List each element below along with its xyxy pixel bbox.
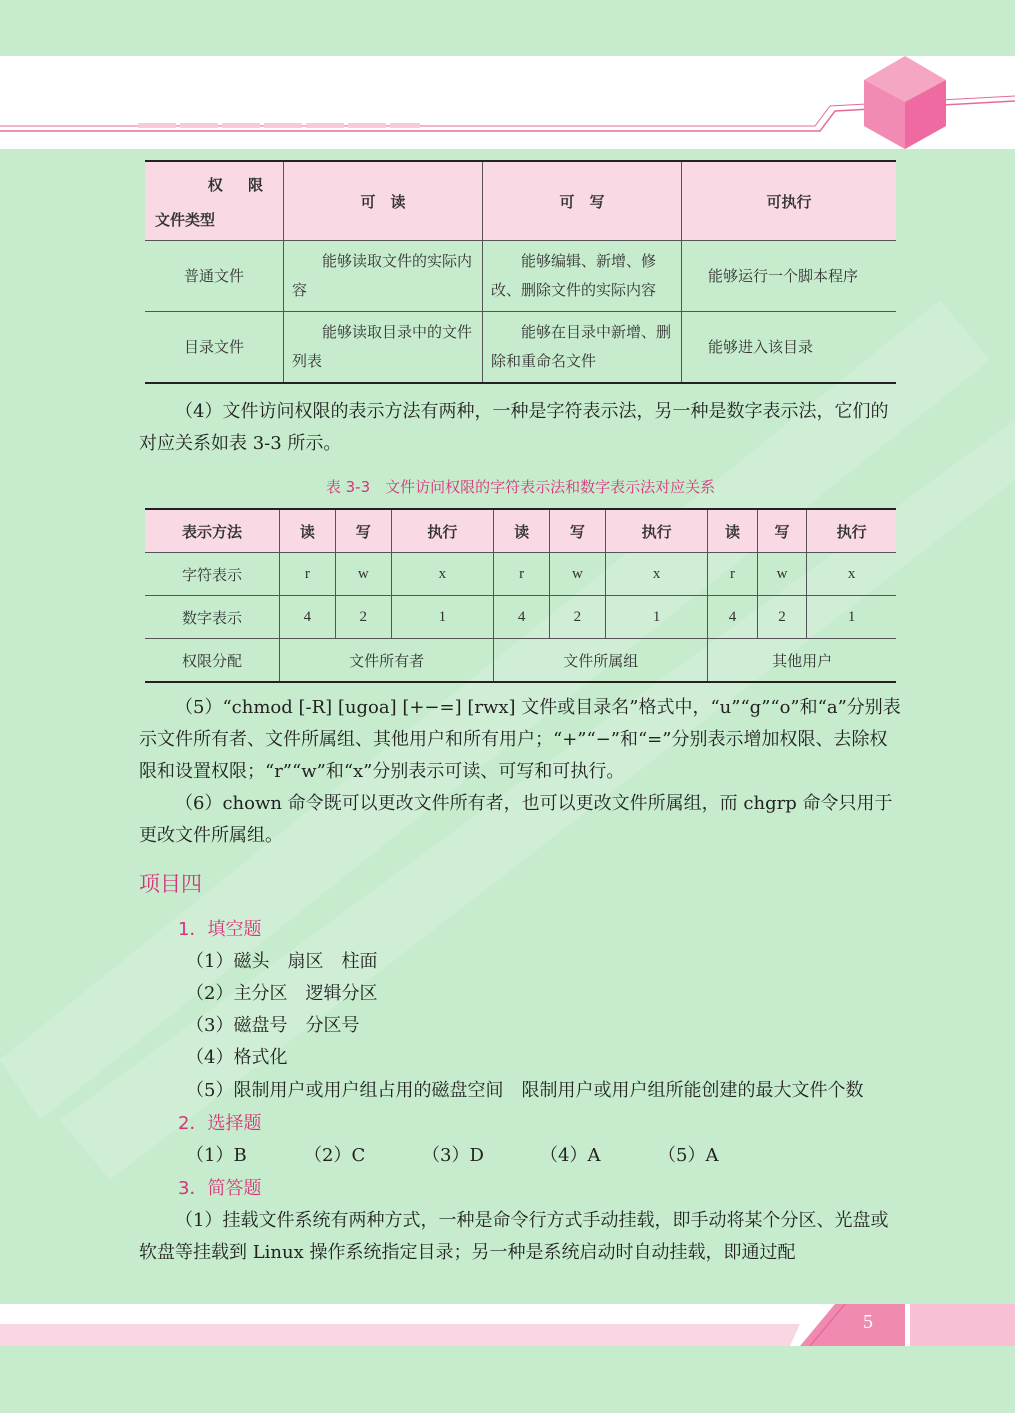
paragraph-6: （6）chown 命令既可以更改文件所有者，也可以更改文件所属组，而 chgrp 命令只用于更改文件所属组。 [139,793,893,846]
table-cell: 4 [494,596,550,639]
corner-top-label: 权 限 [207,176,273,194]
permission-meaning-table [145,160,896,384]
table-cell: r [494,553,550,596]
fill-answer: （1）磁头 扇区 柱面 [186,951,378,972]
table-row [145,241,896,312]
header-exec: 可执行 [682,161,897,241]
header-cell: 读 [494,509,550,553]
header-read: 可 读 [284,161,483,241]
page-number: 5 [863,1311,873,1333]
header-cell: 执行 [807,509,896,553]
table-cell: w [335,553,391,596]
header-cell: 写 [335,509,391,553]
table-cell: r [280,553,336,596]
choice-answer: （3）D [422,1145,484,1166]
table-cell: r [708,553,757,596]
short-answer-title: 3．简答题 [178,1178,262,1199]
fill-answer: （5）限制用户或用户组占用的磁盘空间 限制用户或用户组所能创建的最大文件个数 [186,1080,864,1101]
table-cell: 1 [807,596,896,639]
table-cell: 文件所属组 [494,639,708,683]
table-cell: 1 [605,596,707,639]
row-label: 权限分配 [145,639,280,683]
fill-answer: （2）主分区 逻辑分区 [186,983,378,1004]
header-cell: 读 [708,509,757,553]
paragraph-5: （5）“chmod [-R] [ugoa] [+−=] [rwx] 文件或目录名”格式中，“u”“g”“o”和“a”分别表示文件所有者、文件所属组、其他用户和所有用户；“+”“−”和“=”分别表示增加权限、去除权限和设置权限；“r”“w”和“x”分别表示可读、可写和可执行。 [139,697,901,782]
cell-read: 能够读取文件的实际内容 [284,241,483,312]
section-title: 项目四 [139,872,202,896]
header-cell: 读 [280,509,336,553]
table-row [145,553,896,596]
cell-write: 能够在目录中新增、删除和重命名文件 [483,312,682,384]
table-cell: 1 [391,596,493,639]
table-cell: x [391,553,493,596]
header-cell: 执行 [391,509,493,553]
header-cell: 写 [550,509,606,553]
table-cell: 文件所有者 [280,639,494,683]
choice-answers [186,1141,776,1167]
corner-bottom-label: 文件类型 [155,211,216,229]
header-decoration [0,56,1015,156]
cell-exec: 能够运行一个脚本程序 [682,241,897,312]
table-cell: w [757,553,806,596]
header-cell: 执行 [605,509,707,553]
header-cell: 写 [757,509,806,553]
table-cell: x [605,553,707,596]
table-caption: 表 3-3 文件访问权限的字符表示法和数字表示法对应关系 [325,478,716,496]
cell-exec: 能够进入该目录 [682,312,897,384]
row-label: 数字表示 [145,596,280,639]
fill-answer: （4）格式化 [186,1047,288,1068]
table-cell: 2 [335,596,391,639]
table-cell: 4 [280,596,336,639]
table-cell: 其他用户 [708,639,896,683]
fill-answer: （3）磁盘号 分区号 [186,1015,360,1036]
table-cell: x [807,553,896,596]
table-cell: w [550,553,606,596]
table-row [145,639,896,683]
header-write: 可 写 [483,161,682,241]
paragraph-4: （4）文件访问权限的表示方法有两种，一种是字符表示法，另一种是数字表示法，它们的对应关系如表 3-3 所示。 [139,401,889,454]
table-corner-cell [145,161,284,241]
choice-title: 2．选择题 [178,1113,262,1134]
table-row [145,312,896,384]
row-label: 字符表示 [145,553,280,596]
permission-notation-table [145,508,896,683]
table-cell: 4 [708,596,757,639]
table-cell: 2 [550,596,606,639]
choice-answer: （2）C [304,1145,366,1166]
row-type: 目录文件 [145,312,284,384]
row-type: 普通文件 [145,241,284,312]
cell-read: 能够读取目录中的文件列表 [284,312,483,384]
choice-answer: （4）A [540,1145,601,1166]
choice-answer: （5）A [658,1145,719,1166]
fill-in-title: 1．填空题 [178,919,262,940]
table-cell: 2 [757,596,806,639]
cell-write: 能够编辑、新增、修改、删除文件的实际内容 [483,241,682,312]
choice-answer: （1）B [186,1145,247,1166]
short-answer-1: （1）挂载文件系统有两种方式，一种是命令行方式手动挂载，即手动将某个分区、光盘或软盘等挂载到 Linux 操作系统指定目录；另一种是系统启动时自动挂载，即通过配 [139,1210,889,1263]
header-method: 表示方法 [145,509,280,553]
table-row [145,596,896,639]
